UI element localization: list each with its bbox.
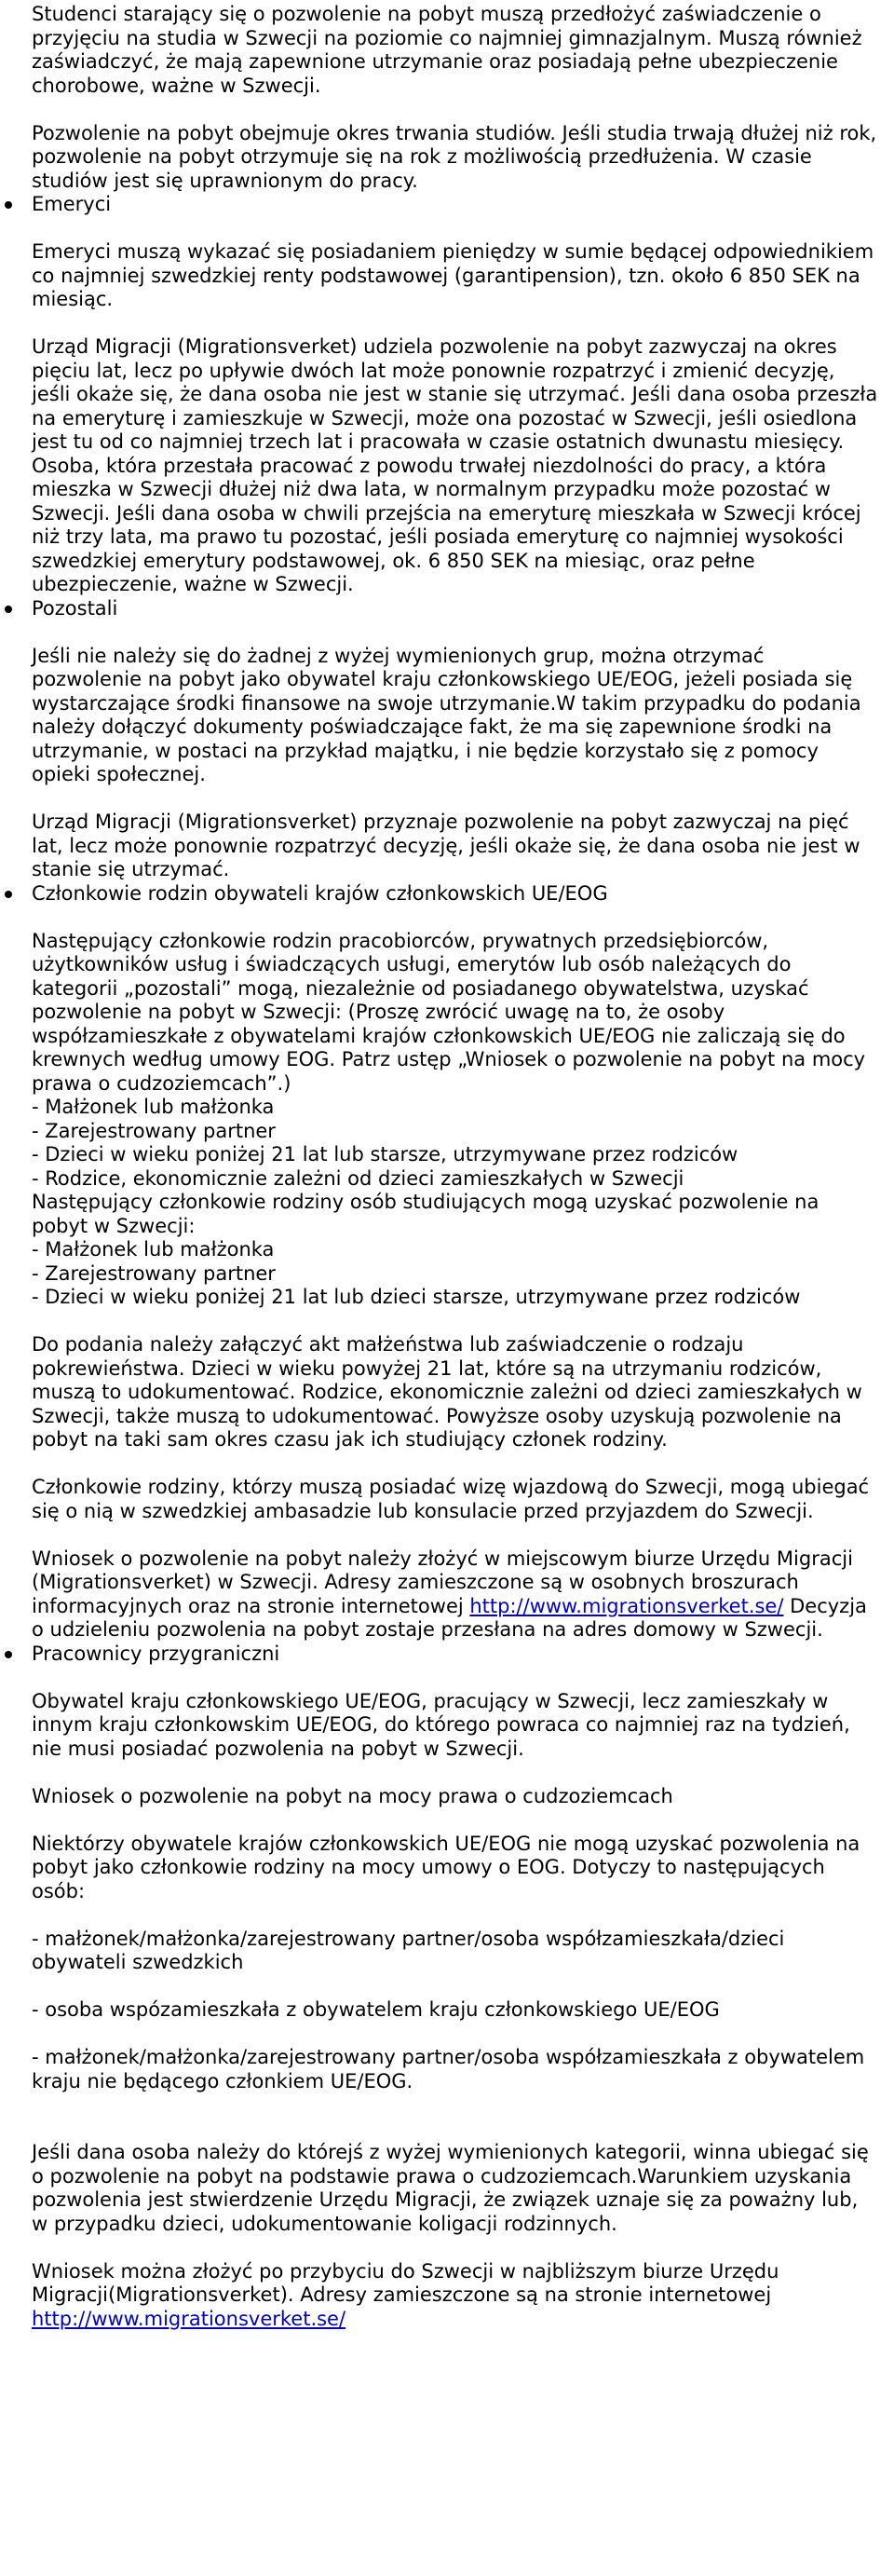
family-paragraph-1: Następujący członkowie rodzin pracobiorców, prywatnych przedsiębiorców, użytkowników usług i świadczących usługi, emerytów lub osób należących do kategorii „pozostali” mogą, niezależnie od posiadanego obywatelstwa, uzyskać pozwolenie na pobyt w Szwecji: (Proszę zwrócić uwagę na to, że osoby współzamieszkałe z obywatelami krajów członkowskich UE/EOG nie zaliczają się do krewnych według umowy EOG. Patrz ustęp „Wniosek o pozwolenie na pobyt na mocy prawa o cudzoziemcach”.) [32, 929, 866, 1095]
cross-border-paragraph-8-text: Wniosek można złożyć po przybyciu do Szwecji w najbliższym biurze Urzędu Migracji(Migrationsverket). Adresy zamieszczone są na stronie internetowej [32, 2259, 779, 2306]
bullet-icon [5, 891, 12, 898]
family-paragraph-5-text: Wniosek o pozwolenie na pobyt należy złożyć w miejscowym biurze Urzędu Migracji (Migrationsverket) w Szwecji. Adresy zamieszczone są w osobnych broszurach informacyjnych oraz na stronie internetowej [32, 1547, 853, 1617]
section-list [32, 193, 879, 2331]
retirees-paragraph-3: Osoba, która przestała pracować z powodu trwałej niezdolności do pracy, a która mieszka w Szwecji dłużej niż dwa lata, w normalnym przypadku może pozostać w Szwecji. Jeśli dana osoba w chwili przejścia na emeryturę mieszkała w Szwecji krócej niż trzy lata, ma prawo tu pozostać, jeśli posiada emeryturę co najmniej wysokości szwedzkiej emerytury podstawowej, ok. 6 850 SEK na miesiąc, oraz pełne ubezpieczenie, ważne w Szwecji. [32, 454, 861, 595]
cross-border-paragraph-3: Niektórzy obywatele krajów członkowskich UE/EOG nie mogą uzyskać pozwolenia na pobyt jako członkowie rodziny na mocy umowy o EOG. Dotyczy to następujących osób: [32, 1832, 860, 1902]
family-member-list [32, 1096, 879, 1191]
document-body [32, 3, 879, 2331]
family-paragraph-5 [32, 1547, 879, 1642]
bullet-icon [5, 1651, 12, 1658]
list-item: - Zarejestrowany partner [32, 1261, 276, 1285]
section-family [32, 882, 879, 1642]
cross-border-paragraph-5: - osoba wspózamieszkała z obywatelem kraju członkowskiego UE/EOG [32, 1998, 720, 2021]
bullet-icon [5, 606, 12, 613]
section-title-retirees: Emeryci [32, 193, 112, 215]
family-paragraph-3: Do podania należy załączyć akt małżeństwa lub zaświadczenie o rodzaju pokrewieństwa. Dzieci w wieku powyżej 21 lat, które są na utrzymaniu rodziców, muszą to udokumentować. Rodzice, ekonomicznie zależni od dzieci zamieszkałych w Szwecji, także muszą to udokumentować. Powyższe osoby uzyskują pozwolenie na pobyt na taki sam okres czasu jak ich studiujący członek rodziny. [32, 1333, 862, 1451]
migrationsverket-link[interactable]: http://www.migrationsverket.se/ [469, 1594, 784, 1617]
migrationsverket-link[interactable]: http://www.migrationsverket.se/ [32, 2307, 346, 2330]
student-family-member-list [32, 1238, 879, 1310]
section-title-family: Członkowie rodzin obywateli krajów członkowskich UE/EOG [32, 881, 608, 905]
others-paragraph-1: Jeśli nie należy się do żadnej z wyżej wymienionych grup, można otrzymać pozwolenie na pobyt jako obywatel kraju członkowskiego UE/EOG, jeżeli posiada się wystarczające środki finansowe na swoje utrzymanie.W takim przypadku do podania należy dołączyć dokumenty poświadczające fakt, że ma się zapewnione środki na utrzymanie, w postaci na przykład majątku, i nie będzie korzystało się z pomocy opieki społecznej. [32, 644, 861, 785]
cross-border-paragraph-7: Jeśli dana osoba należy do którejś z wyżej wymienionych kategorii, winna ubiegać się o pozwolenie na pobyt na podstawie prawa o cudzoziemcach.Warunkiem uzyskania pozwolenia jest stwierdzenie Urzędu Migracji, że związek uznaje się za poważny lub, w przypadku dzieci, udokumentowanie koligacji rodzinnych. [32, 2141, 869, 2235]
section-title-others: Pozostali [32, 596, 118, 620]
list-item: - Małżonek lub małżonka [32, 1096, 275, 1118]
cross-border-paragraph-2: Wniosek o pozwolenie na pobyt na mocy prawa o cudzoziemcach [32, 1784, 673, 1807]
intro-paragraph-2: Pozwolenie na pobyt obejmuje okres trwania studiów. Jeśli studia trwają dłużej niż rok, pozwolenie na pobyt otrzymuje się na rok z możliwością przedłużenia. W czasie studiów jest się uprawnionym do pracy. [32, 121, 877, 192]
family-paragraph-5-text-after: Decyzja o udzieleniu pozwolenia na pobyt zostaje przesłana na adres domowy w Szwecji. [32, 1594, 867, 1641]
family-paragraph-4: Członkowie rodziny, którzy muszą posiadać wizę wjazdową do Szwecji, mogą ubiegać się o nią w szwedzkiej ambasadzie lub konsulacie przed przyjazdem do Szwecji. [32, 1476, 870, 1522]
list-item: - Zarejestrowany partner [32, 1119, 276, 1142]
cross-border-paragraph-6: - małżonek/małżonka/zarejestrowany partner/osoba współzamieszkała z obywatelem kraju nie będącego członkiem UE/EOG. [32, 2046, 865, 2092]
section-others [32, 597, 879, 882]
family-paragraph-2: Następujący członkowie rodziny osób studiujących mogą uzyskać pozwolenie na pobyt w Szwecji: [32, 1191, 820, 1237]
cross-border-paragraph-1: Obywatel kraju członkowskiego UE/EOG, pracujący w Szwecji, lecz zamieszkały w innym kraju członkowskim UE/EOG, do którego powraca co najmniej raz na tydzień, nie musi posiadać pozwolenia na pobyt w Szwecji. [32, 1689, 850, 1760]
retirees-paragraph-2: Urząd Migracji (Migrationsverket) udziela pozwolenie na pobyt zazwyczaj na okres pięciu lat, lecz po upływie dwóch lat może ponownie rozpatrzyć i zmienić decyzję, jeśli okaże się, że dana osoba nie jest w stanie się utrzymać. Jeśli dana osoba przeszła na emeryturę i zamieszkuje w Szwecji, może ona pozostać w Szwecji, jeśli osiedlona jest tu od co najmniej trzech lat i pracowała w czasie ostatnich dwunastu miesięcy. [32, 335, 878, 453]
retirees-paragraph-1: Emeryci muszą wykazać się posiadaniem pieniędzy w sumie będącej odpowiednikiem co najmniej szwedzkiej renty podstawowej (garantipension), tzn. około 6 850 SEK na miesiąc. [32, 240, 874, 310]
intro-paragraph-1: Studenci starający się o pozwolenie na pobyt muszą przedłożyć zaświadczenie o przyjęciu na studia w Szwecji na poziomie co najmniej gimnazjalnym. Muszą również zaświadczyć, że mają zapewnione utrzymanie oraz posiadają pełne ubezpieczenie chorobowe, ważne w Szwecji. [32, 3, 862, 97]
section-retirees [32, 193, 879, 597]
list-item: - Małżonek lub małżonka [32, 1238, 275, 1261]
list-item: - Dzieci w wieku poniżej 21 lat lub starsze, utrzymywane przez rodziców [32, 1143, 738, 1165]
cross-border-paragraph-8 [32, 2260, 879, 2332]
section-cross-border [32, 1642, 879, 2332]
list-item: - Dzieci w wieku poniżej 21 lat lub dzieci starsze, utrzymywane przez rodziców [32, 1286, 801, 1308]
others-paragraph-2: Urząd Migracji (Migrationsverket) przyznaje pozwolenie na pobyt zazwyczaj na pięć lat, lecz może ponownie rozpatrzyć decyzję, jeśli okaże się, że dana osoba nie jest w stanie się utrzymać. [32, 811, 860, 880]
cross-border-paragraph-4: - małżonek/małżonka/zarejestrowany partner/osoba współzamieszkała/dzieci obywateli szwedzkich [32, 1927, 785, 1973]
section-title-cross-border: Pracownicy przygraniczni [32, 1642, 280, 1665]
list-item: - Rodzice, ekonomicznie zależni od dzieci zamieszkałych w Szwecji [32, 1166, 684, 1190]
bullet-icon [5, 201, 12, 209]
